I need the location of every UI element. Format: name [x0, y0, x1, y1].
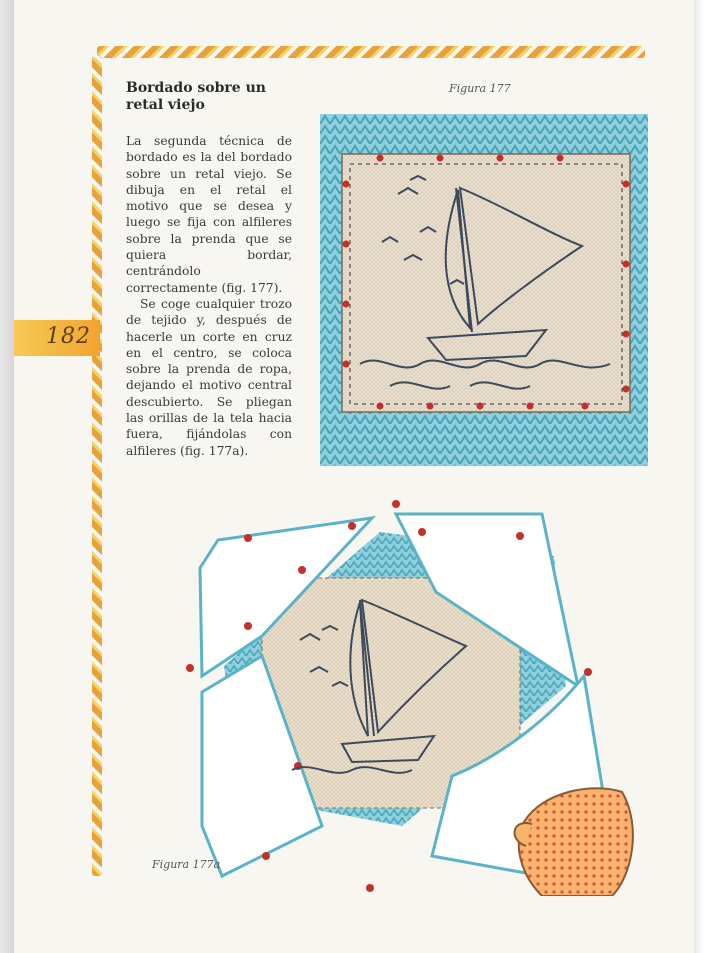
body-text: [126, 133, 292, 459]
page-number: 182: [46, 324, 91, 349]
page-edge: [694, 0, 704, 953]
figure-177a-caption: Figura 177a: [152, 858, 221, 871]
decorative-border-left: [92, 56, 102, 876]
fabric-panel: [342, 154, 630, 412]
binding-shadow: [0, 0, 14, 953]
figure-177a: [182, 496, 644, 896]
figure-177: [320, 114, 648, 466]
section-heading: Bordado sobre un retal viejo: [126, 80, 266, 113]
paragraph-1: La segunda técnica de bordado es la del bordado sobre un retal viejo. Se dibuja en el retal el motivo que se desea y luego se fija con alfileres sobre la prenda que se quiera bordar, centrándolo correctamente (fig. 177).: [126, 134, 292, 295]
figure-177-caption: Figura 177: [449, 82, 511, 95]
paragraph-2: Se coge cualquier trozo de tejido y, después de hacerle un corte en cruz en el centro, se coloca sobre la prenda de ropa, dejando el motivo central descubierto. Se pliegan las orillas de la tela hacia fuera, fijándolas con alfileres (fig. 177a).: [126, 296, 292, 458]
decorative-border-top: [97, 46, 645, 58]
